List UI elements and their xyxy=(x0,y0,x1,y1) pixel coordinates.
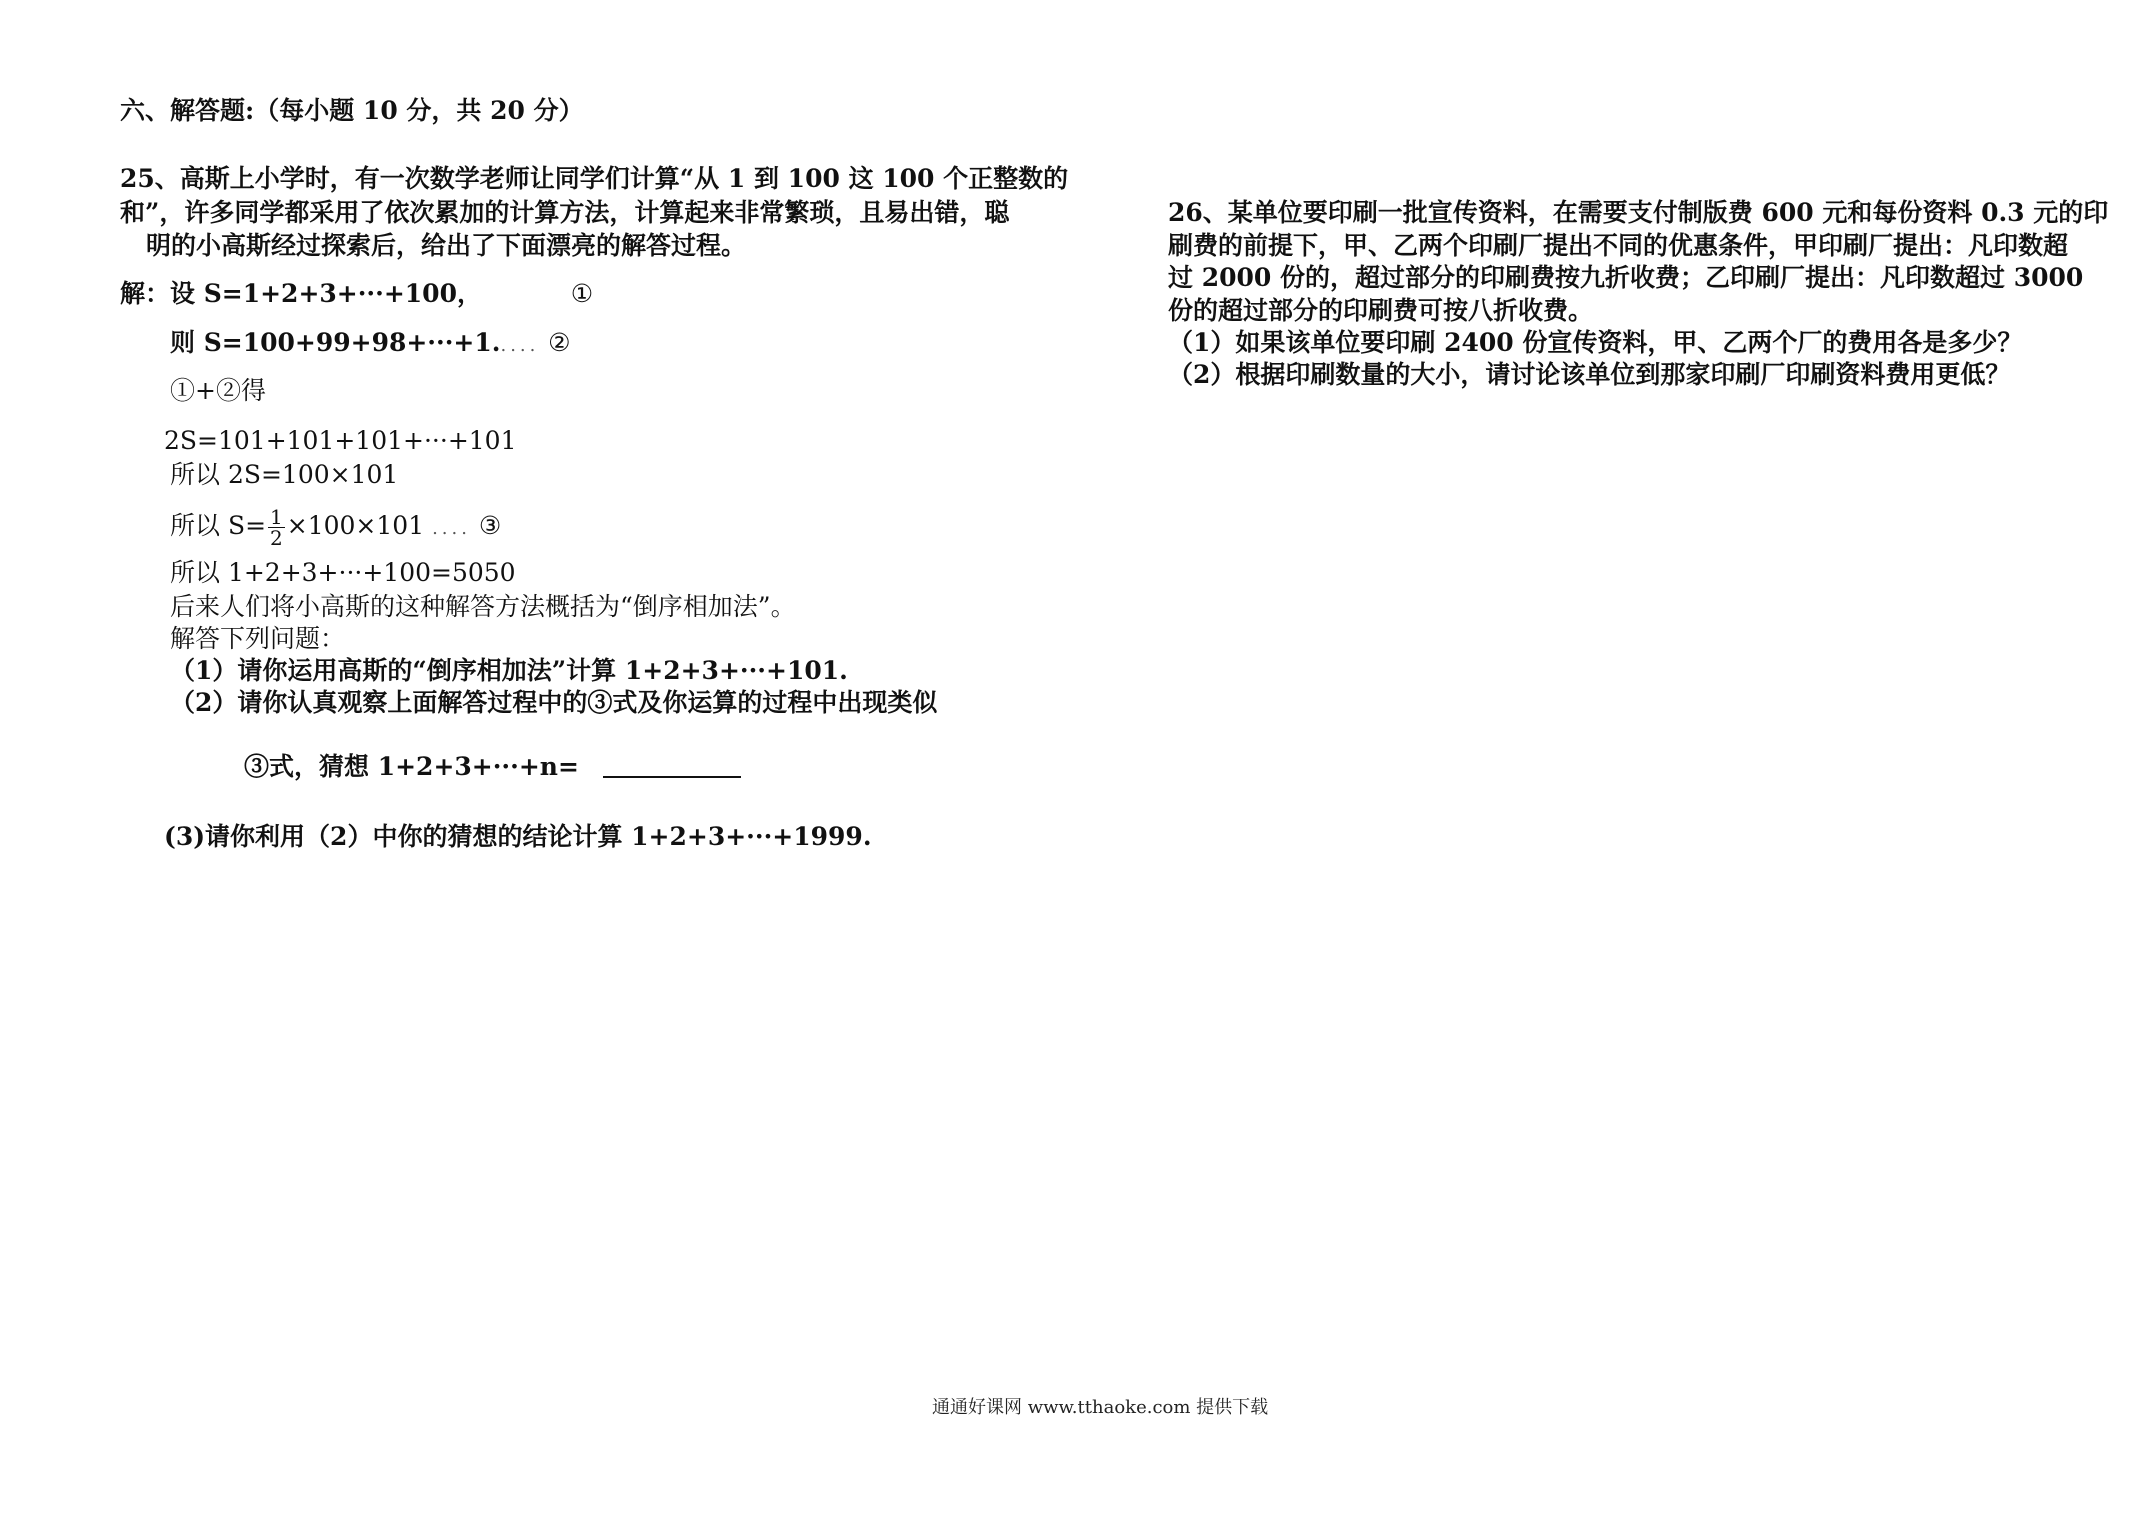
solution-fraction-prefix: 所以 S= xyxy=(170,511,267,540)
q25-part-3: (3)请你利用（2）中你的猜想的结论计算 1+2+3+···+1999. xyxy=(164,822,872,851)
q25-solution-line-5: 所以 2S=100×101 xyxy=(170,460,399,489)
q25-solution-line-6 xyxy=(170,502,501,553)
q25-solution-line-1 xyxy=(120,277,593,311)
page-footer: 通通好课网 www.tthaoke.com 提供下载 xyxy=(932,1397,1269,1418)
section-title: 六、解答题:（每小题 10 分，共 20 分） xyxy=(120,96,584,125)
solution-reverse-sum: 则 S=100+99+98+···+1. xyxy=(170,328,501,357)
fraction-numerator: 1 xyxy=(270,505,283,529)
equation-marker-1: ① xyxy=(570,279,594,308)
q25-part-2: （2）请你认真观察上面解答过程中的③式及你运算的过程中出现类似 xyxy=(170,688,938,717)
dot-leader: .... xyxy=(500,335,540,356)
q25-solution-line-2 xyxy=(170,326,571,363)
fraction-denominator: 2 xyxy=(270,526,283,550)
q25-solution-line-4: 2S=101+101+101+···+101 xyxy=(164,426,517,455)
equation-marker-2: ② xyxy=(548,328,571,357)
q25-solution-line-3: ①+②得 xyxy=(170,376,266,405)
q26-part-1: （1）如果该单位要印刷 2400 份宣传资料，甲、乙两个厂的费用各是多少？ xyxy=(1168,328,2023,357)
q26-line-3: 过 2000 份的，超过部分的印刷费按九折收费；乙印刷厂提出：凡印数超过 3000 xyxy=(1168,263,2084,292)
solution-fraction-suffix: ×100×101 xyxy=(286,511,425,540)
q25-intro-line-1: 25、高斯上小学时，有一次数学老师让同学们计算“从 1 到 100 这 100 个正整数的 xyxy=(120,164,1069,193)
q25-solution-line-7: 所以 1+2+3+···+100=5050 xyxy=(170,558,516,587)
q26-line-4: 份的超过部分的印刷费可按八折收费。 xyxy=(1168,296,1594,325)
dot-leader: .... xyxy=(432,518,471,539)
one-half-fraction xyxy=(268,507,285,548)
q26-line-1: 26、某单位要印刷一批宣传资料，在需要支付制版费 600 元和每份资料 0.3 元的印 xyxy=(1168,198,2109,227)
answer-blank[interactable] xyxy=(603,776,741,778)
solution-label: 解：设 S=1+2+3+···+100， xyxy=(120,279,482,308)
q26-part-2: （2）根据印刷数量的大小，请讨论该单位到那家印刷厂印刷资料费用更低？ xyxy=(1168,360,2011,389)
conjecture-text: ③式，猜想 1+2+3+···+n= xyxy=(244,752,579,781)
q26-line-2: 刷费的前提下，甲、乙两个印刷厂提出不同的优惠条件，甲印刷厂提出：凡印数超 xyxy=(1168,231,2069,260)
q25-solution-line-8: 后来人们将小高斯的这种解答方法概括为“倒序相加法”。 xyxy=(170,592,796,621)
q25-intro-line-2: 和”，许多同学都采用了依次累加的计算方法，计算起来非常繁琐，且易出错，聪 xyxy=(120,198,1010,227)
q25-part-1: （1）请你运用高斯的“倒序相加法”计算 1+2+3+···+101. xyxy=(170,656,848,685)
equation-marker-3: ③ xyxy=(478,511,502,540)
q25-intro-line-3: 明的小高斯经过探索后，给出了下面漂亮的解答过程。 xyxy=(146,231,747,260)
q25-part-2-conjecture xyxy=(244,750,741,784)
q25-solution-line-9: 解答下列问题： xyxy=(170,624,346,653)
